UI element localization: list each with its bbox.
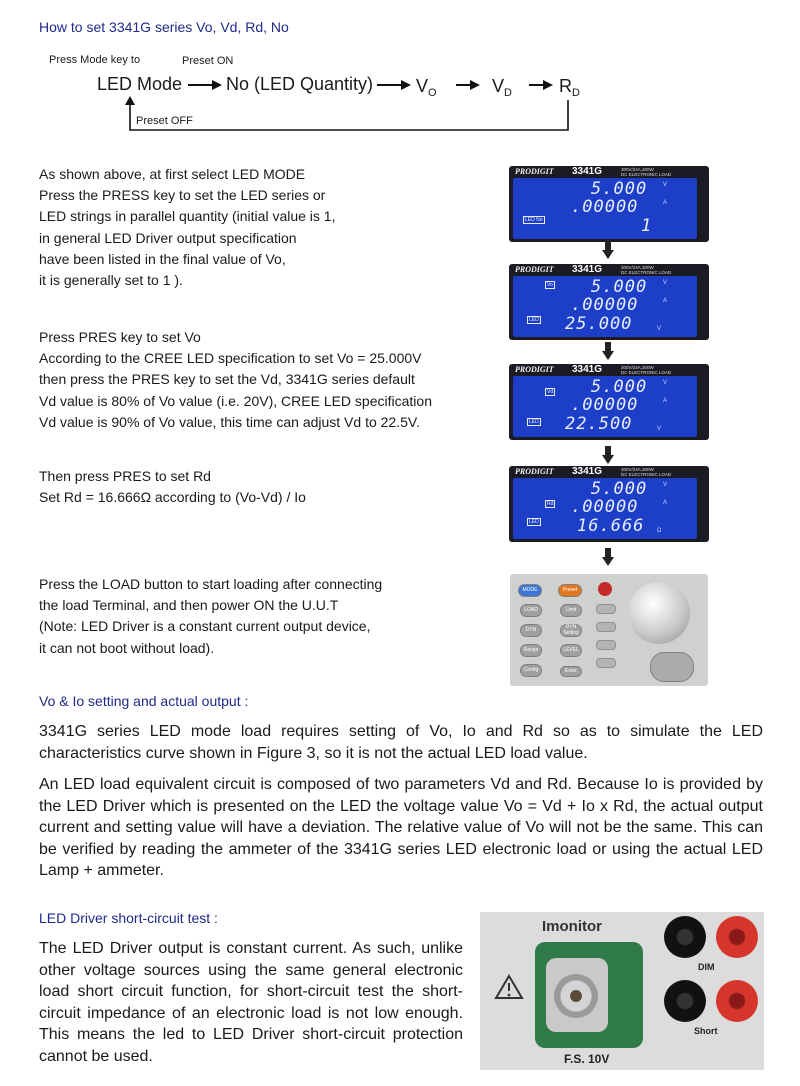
page-title: How to set 3341G series Vo, Vd, Rd, No: [39, 19, 289, 35]
rd-tag: Rd: [547, 501, 554, 507]
power-button-icon: [598, 582, 612, 596]
voltage-readout: 5.000: [591, 479, 648, 499]
section-heading-short-circuit: LED Driver short-circuit test :: [39, 910, 218, 926]
short-red-terminal-icon: [716, 980, 758, 1022]
terminal-photo: [480, 912, 764, 1070]
step-select-led-mode: As shown above, at first select LED MODE Press the PRESS key to set the LED series or LED strings in parallel quantity (initial value is 1, in general LED Driver output specification have been listed in the final value of Vo, it is generally set to 1 ).: [39, 166, 336, 289]
spec-label: 300V/24A,300W DC ELECTRONIC LOAD: [621, 265, 672, 275]
vd-tag: Vd: [547, 389, 554, 395]
led-tag: LED: [529, 519, 539, 525]
voltage-readout: 5.000: [591, 179, 648, 199]
lcd-display: PRODIGIT 3341G 300V/24A,300W DC ELECTRONIC LOAD 5.000 V .00000 A LED No 1: [509, 166, 709, 242]
dim-black-terminal-icon: [664, 916, 706, 958]
arrow-right-icon: [187, 78, 223, 92]
lcd-display: PRODIGIT 3341G 300V/24A,300W DC ELECTRONIC LOAD Vo 5.000 V .00000 A LED 25.000 V: [509, 264, 709, 340]
range-button: Range: [520, 644, 542, 657]
current-readout: .00000: [571, 295, 639, 315]
load-button: LOAD: [520, 604, 542, 617]
press-mode-label: Press Mode key to: [49, 54, 141, 66]
front-panel-photo: [510, 574, 708, 686]
step-set-rd: Then press PRES to set Rd Set Rd = 16.666Ω according to (Vo-Vd) / Io: [39, 468, 306, 506]
paragraph-equivalent-circuit: An LED load equivalent circuit is composed of two parameters Vd and Rd. Because Io is provided by the LED Driver which is presented on the LED the voltage value Vo = Vd + Io x Rd, the actual output current and setting value will have a deviation. The relative value of Vo will not be the same. This can be verified by reading the ammeter of the 3341G series LED electronic load or using the actual LED Lamp + ammeter.: [39, 776, 763, 879]
config-button: Config: [520, 664, 542, 677]
dyn-setting-button: DYN Setting: [560, 624, 582, 637]
current-readout: .00000: [571, 497, 639, 517]
model-label: 3341G: [572, 466, 603, 477]
led-quantity-label: No (LED Quantity): [226, 74, 374, 94]
arrow-keys-icon: [650, 652, 694, 682]
mode-button: MODE: [518, 584, 542, 597]
brand-logo: PRODIGIT: [515, 167, 554, 176]
vd-readout: 22.500: [565, 414, 633, 434]
arrow-right-icon: [376, 78, 412, 92]
small-key-icon: [596, 658, 616, 668]
current-readout: .00000: [571, 395, 639, 415]
arrow-down-icon: [602, 446, 614, 464]
spec-label: 300V/24A,300W DC ELECTRONIC LOAD: [621, 365, 672, 375]
rd-readout: 16.666: [577, 516, 645, 536]
rd-label: $R_D$: [559, 76, 580, 99]
arrow-down-icon: [602, 342, 614, 360]
vo-readout: 25.000: [565, 314, 633, 334]
preset-on-label: Preset ON: [182, 55, 234, 67]
vo-label: $V_O$: [416, 76, 437, 99]
arrow-right-icon: [528, 78, 554, 92]
model-label: 3341G: [572, 264, 603, 275]
warning-icon: [494, 974, 524, 1000]
level-button: LEVEL: [560, 644, 582, 657]
voltage-readout: 5.000: [591, 377, 648, 397]
spec-label: 300V/24A,300W DC ELECTRONIC LOAD: [621, 467, 672, 477]
model-label: 3341G: [572, 166, 603, 177]
small-key-icon: [596, 640, 616, 650]
vo-tag: Vo: [547, 282, 553, 288]
dim-red-terminal-icon: [716, 916, 758, 958]
arrow-right-icon: [455, 78, 481, 92]
arrow-down-icon: [602, 241, 614, 259]
led-mode-label: LED Mode: [97, 74, 183, 94]
small-key-icon: [596, 604, 616, 614]
paragraph-short-circuit: The LED Driver output is constant current. As such, unlike other voltage sources using the same general electronic load short circuit function, for short-circuit test the short-circuit impedance of an electronic load is not low enough. This means the led to LED Driver short-circuit protection cannot be used.: [39, 940, 463, 1065]
brand-logo: PRODIGIT: [515, 467, 554, 476]
step-press-load: Press the LOAD button to start loading after connecting the load Terminal, and then power ON the U.U.T (Note: LED Driver is a constant current output device, it can not boot without load).: [39, 576, 383, 656]
voltage-readout: 5.000: [591, 277, 648, 297]
full-scale-label: F.S. 10V: [564, 1052, 610, 1066]
model-label: 3341G: [572, 364, 603, 375]
preset-button: Preset: [558, 584, 582, 597]
paragraph-led-mode-load: 3341G series LED mode load requires setting of Vo, Io and Rd so as to simulate the LED characteristics curve shown in Figure 3, so it is not the actual LED load value.: [39, 723, 763, 762]
limit-button: Limit: [560, 604, 582, 617]
dyn-button: DYN: [520, 624, 542, 637]
lcd-display: PRODIGIT 3341G 300V/24A,300W DC ELECTRONIC LOAD Rd 5.000 V .00000 A LED 16.666 Ω: [509, 466, 709, 542]
brand-logo: PRODIGIT: [515, 265, 554, 274]
lcd-display: PRODIGIT 3341G 300V/24A,300W DC ELECTRONIC LOAD Vd 5.000 V .00000 A LED 22.500 V: [509, 364, 709, 440]
brand-logo: PRODIGIT: [515, 365, 554, 374]
section-heading-vo-io: Vo & Io setting and actual output :: [39, 693, 249, 709]
current-readout: .00000: [571, 197, 639, 217]
preset-off-label: Preset OFF: [136, 115, 193, 127]
led-tag: LED: [529, 419, 539, 425]
short-label: Short: [694, 1026, 718, 1036]
imonitor-label: Imonitor: [542, 918, 602, 935]
small-key-icon: [596, 622, 616, 632]
arrow-down-icon: [602, 548, 614, 566]
led-tag: LED: [529, 317, 539, 323]
bnc-socket-icon: [554, 974, 598, 1018]
quantity-readout: 1: [641, 216, 653, 236]
dim-label: DIM: [698, 962, 715, 972]
rotary-knob-icon: [628, 582, 690, 644]
led-no-tag: LED No: [525, 217, 543, 223]
enter-button: Enter: [560, 666, 582, 677]
step-set-vo-vd: Press PRES key to set Vo According to the CREE LED specification to set Vo = 25.000V then press the PRES key to set the Vd, 3341G series default Vd value is 80% of Vo value (i.e. 20V), CREE LED specification Vd value is 90% of Vo value, this time can adjust Vd to 22.5V.: [39, 329, 432, 430]
spec-label: 300V/24A,300W DC ELECTRONIC LOAD: [621, 167, 672, 177]
vd-label: $V_D$: [492, 76, 512, 99]
short-black-terminal-icon: [664, 980, 706, 1022]
